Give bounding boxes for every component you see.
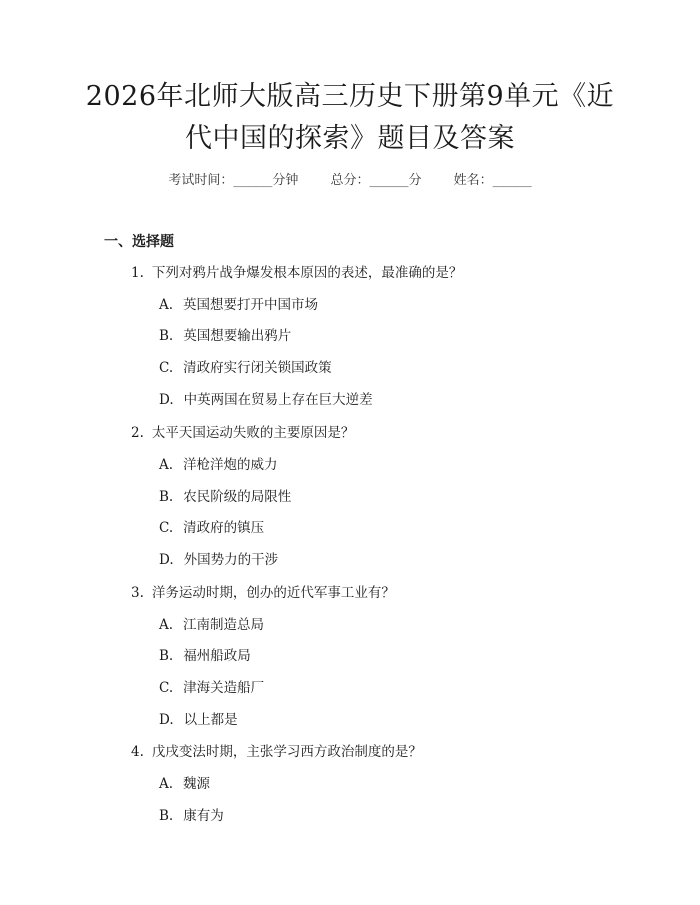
option-text: 以上都是: [183, 712, 238, 728]
question-3: [131, 581, 395, 601]
option-letter: A.: [159, 617, 174, 633]
title-line-1: 2026年北师大版高三历史下册第9单元《近: [85, 81, 615, 112]
option-text: 英国想要输出鸦片: [183, 328, 292, 344]
option-text: 农民阶级的局限性: [183, 489, 292, 505]
option-2d: [159, 548, 278, 568]
option-letter: D.: [159, 552, 174, 568]
question-2: [131, 421, 354, 441]
option-3b: [159, 644, 251, 664]
exam-meta: [0, 169, 700, 188]
question-text: 太平天国运动失败的主要原因是？: [151, 425, 355, 441]
section-heading: 一、选择题: [104, 234, 174, 250]
option-2b: [159, 485, 291, 505]
option-text: 魏源: [183, 776, 211, 792]
option-text: 康有为: [183, 808, 224, 824]
option-letter: C.: [159, 680, 174, 696]
question-4: [131, 740, 422, 760]
page-title: [60, 76, 640, 160]
question-number: 4.: [131, 744, 144, 760]
option-3d: [159, 708, 238, 728]
option-4b: [159, 804, 224, 824]
option-letter: A.: [159, 457, 174, 473]
option-text: 清政府实行闭关锁国政策: [183, 360, 332, 376]
option-3a: [159, 613, 264, 633]
option-text: 津海关造船厂: [183, 680, 265, 696]
option-1b: [159, 324, 291, 344]
option-1a: [159, 293, 318, 313]
exam-time-label: 考试时间：______分钟: [168, 173, 299, 188]
option-4a: [159, 772, 210, 792]
student-name-label: 姓名：______: [453, 173, 532, 188]
option-text: 清政府的镇压: [183, 520, 265, 536]
option-letter: B.: [159, 328, 174, 344]
option-letter: B.: [159, 808, 174, 824]
question-text: 戊戌变法时期，主张学习西方政治制度的是？: [151, 744, 422, 760]
option-2a: [159, 453, 278, 473]
total-score-label: 总分：______分: [330, 173, 422, 188]
option-letter: C.: [159, 360, 174, 376]
option-letter: B.: [159, 489, 174, 505]
option-letter: A.: [159, 776, 174, 792]
option-2c: [159, 516, 264, 536]
option-3c: [159, 676, 264, 696]
option-letter: C.: [159, 520, 174, 536]
option-1d: [159, 388, 373, 408]
option-text: 外国势力的干涉: [183, 552, 279, 568]
question-number: 2.: [131, 425, 144, 441]
option-letter: B.: [159, 648, 174, 664]
option-text: 英国想要打开中国市场: [183, 297, 319, 313]
option-1c: [159, 356, 332, 376]
option-text: 福州船政局: [183, 648, 251, 664]
option-letter: D.: [159, 392, 174, 408]
option-text: 中英两国在贸易上存在巨大逆差: [183, 392, 373, 408]
question-number: 3.: [131, 585, 144, 601]
question-number: 1.: [131, 265, 144, 281]
question-1: [131, 261, 462, 281]
option-letter: D.: [159, 712, 174, 728]
title-line-2: 代中国的探索》题目及答案: [185, 123, 515, 154]
question-text: 下列对鸦片战争爆发根本原因的表述，最准确的是？: [151, 265, 463, 281]
question-text: 洋务运动时期，创办的近代军事工业有？: [151, 585, 395, 601]
option-text: 洋枪洋炮的威力: [183, 457, 278, 473]
option-text: 江南制造总局: [183, 617, 265, 633]
option-letter: A.: [159, 297, 174, 313]
